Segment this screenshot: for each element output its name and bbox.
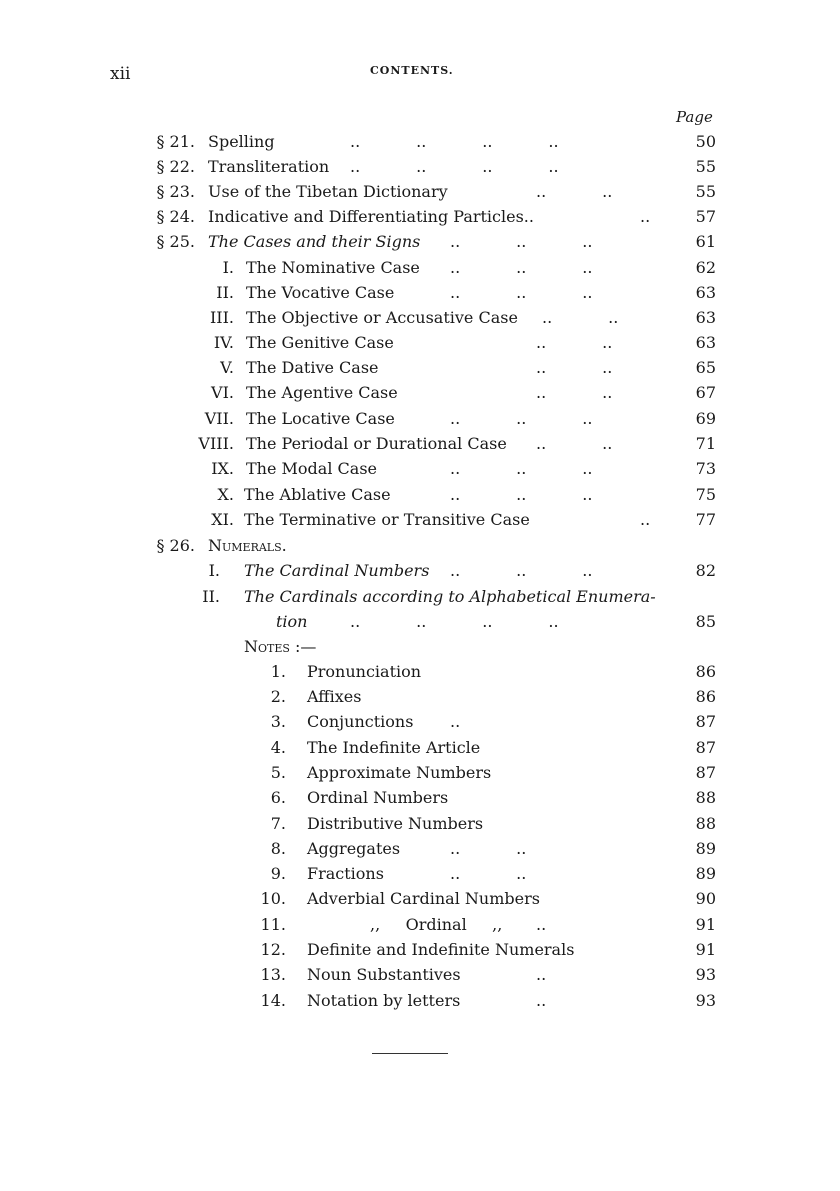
note-entry[interactable] <box>0 710 840 734</box>
entry-title: The Modal Case <box>246 459 377 478</box>
toc-subentry[interactable] <box>0 508 840 532</box>
entry-title: The Dative Case <box>246 358 379 377</box>
entry-title: Definite and Indefinite Numerals <box>307 940 575 959</box>
toc-subentry-continuation[interactable] <box>0 610 840 634</box>
page-number: 88 <box>695 814 716 833</box>
leader-dots: .. .. .. .. <box>350 132 559 151</box>
note-entry[interactable] <box>0 685 840 709</box>
section-number: § 26. <box>156 536 195 555</box>
toc-subentry[interactable] <box>0 483 840 507</box>
entry-title-continuation: tion <box>276 612 308 631</box>
note-entry[interactable] <box>0 736 840 760</box>
note-number: 8. <box>270 839 286 858</box>
leader-dots: .. <box>450 712 461 731</box>
leader-dots: .. <box>536 991 547 1010</box>
page-number: 87 <box>695 738 716 757</box>
entry-title: The Nominative Case <box>246 258 420 277</box>
leader-dots: .. .. <box>536 333 613 352</box>
entry-title: Spelling <box>208 132 275 151</box>
note-number: 7. <box>270 814 286 833</box>
leader-dots: .. .. .. <box>450 561 593 580</box>
note-entry[interactable] <box>0 786 840 810</box>
page-number: 85 <box>695 612 716 631</box>
toc-subentry[interactable] <box>0 457 840 481</box>
note-entry[interactable] <box>0 660 840 684</box>
note-entry[interactable] <box>0 862 840 886</box>
page-number: 86 <box>695 687 716 706</box>
leader-dots: .. .. <box>450 839 527 858</box>
entry-title: The Locative Case <box>246 409 395 428</box>
leader-dots: .. .. .. <box>450 258 593 277</box>
note-entry[interactable] <box>0 938 840 962</box>
entry-title: Numerals. <box>208 536 287 555</box>
leader-dots: .. <box>536 915 547 934</box>
entry-title: Ordinal Numbers <box>307 788 449 807</box>
toc-subentry[interactable] <box>0 559 840 583</box>
page-number: 63 <box>695 283 716 302</box>
entry-title: Notation by letters <box>307 991 461 1010</box>
page-number: 73 <box>695 459 716 478</box>
leader-dots: .. .. .. <box>450 283 593 302</box>
entry-title: Noun Substantives <box>307 965 461 984</box>
leader-dots: .. .. <box>536 383 613 402</box>
section-number: § 21. <box>156 132 195 151</box>
leader-dots: .. <box>640 510 651 529</box>
toc-subentry[interactable] <box>0 256 840 280</box>
note-entry[interactable] <box>0 761 840 785</box>
page-number: 82 <box>695 561 716 580</box>
page-number: 50 <box>695 132 716 151</box>
entry-title: Pronunciation <box>307 662 422 681</box>
note-entry[interactable] <box>0 812 840 836</box>
roman-numeral: I. <box>208 561 220 580</box>
leader-dots: .. .. <box>536 358 613 377</box>
note-entry[interactable] <box>0 913 840 937</box>
page-number: 71 <box>695 434 716 453</box>
roman-numeral: XI. <box>211 510 234 529</box>
roman-numeral: VIII. <box>198 434 234 453</box>
note-number: 13. <box>260 965 286 984</box>
roman-numeral: V. <box>220 358 234 377</box>
section-number: § 23. <box>156 182 195 201</box>
toc-entry[interactable] <box>0 130 840 154</box>
page-number: 61 <box>695 232 716 251</box>
note-number: 1. <box>270 662 286 681</box>
note-entry[interactable] <box>0 887 840 911</box>
note-number: 5. <box>270 763 286 782</box>
entry-title: The Agentive Case <box>246 383 398 402</box>
section-number: § 22. <box>156 157 195 176</box>
note-number: 4. <box>270 738 286 757</box>
page-number: 87 <box>695 712 716 731</box>
leader-dots: .. .. <box>536 182 613 201</box>
page-number: 91 <box>695 915 716 934</box>
note-number: 2. <box>270 687 286 706</box>
roman-numeral: IX. <box>211 459 234 478</box>
page-number: 55 <box>695 157 716 176</box>
page-number: 62 <box>695 258 716 277</box>
toc-subentry[interactable] <box>0 585 840 609</box>
entry-title: Transliteration <box>208 157 330 176</box>
toc-entry[interactable] <box>0 155 840 179</box>
leader-dots: .. .. <box>542 308 619 327</box>
entry-title: The Cases and their Signs <box>208 232 421 251</box>
roman-numeral: I. <box>222 258 234 277</box>
page-number: 65 <box>695 358 716 377</box>
note-number: 6. <box>270 788 286 807</box>
page-number: 89 <box>695 839 716 858</box>
closing-rule <box>372 1053 448 1054</box>
note-number: 9. <box>270 864 286 883</box>
leader-dots: .. <box>536 965 547 984</box>
leader-dots: .. .. .. <box>450 485 593 504</box>
page-column-heading: Page <box>676 108 713 126</box>
note-number: 3. <box>270 712 286 731</box>
entry-title: The Objective or Accusative Case <box>246 308 518 327</box>
entry-title: Conjunctions <box>307 712 414 731</box>
note-number: 10. <box>260 889 286 908</box>
page-number: 67 <box>695 383 716 402</box>
page-number: 86 <box>695 662 716 681</box>
page-number: 90 <box>695 889 716 908</box>
notes-label: Notes :— <box>244 637 317 656</box>
roman-numeral: IV. <box>213 333 234 352</box>
entry-title: Adverbial Cardinal Numbers <box>307 889 540 908</box>
roman-numeral: II. <box>216 283 234 302</box>
leader-dots: .. .. .. <box>450 409 593 428</box>
page-number: 91 <box>695 940 716 959</box>
leader-dots: .. .. .. .. <box>350 612 559 631</box>
page-number: 93 <box>695 965 716 984</box>
entry-title: The Periodal or Durational Case <box>246 434 507 453</box>
folio-number: xii <box>110 64 131 84</box>
leader-dots: .. .. .. .. <box>350 157 559 176</box>
note-number: 14. <box>260 991 286 1010</box>
entry-title: Affixes <box>307 687 362 706</box>
toc-subentry[interactable] <box>0 381 840 405</box>
leader-dots: .. .. <box>450 864 527 883</box>
roman-numeral: III. <box>209 308 234 327</box>
entry-title: ,, Ordinal ,, <box>370 915 503 934</box>
toc-subentry[interactable] <box>0 331 840 355</box>
entry-title: Fractions <box>307 864 384 883</box>
page-number: 75 <box>695 485 716 504</box>
toc-entry[interactable] <box>0 230 840 254</box>
entry-title: The Cardinal Numbers <box>244 561 430 580</box>
page-number: 69 <box>695 409 716 428</box>
entry-title: The Terminative or Transitive Case <box>244 510 530 529</box>
page-number: 87 <box>695 763 716 782</box>
page-number: 89 <box>695 864 716 883</box>
roman-numeral: II. <box>202 587 220 606</box>
entry-title: The Cardinals according to Alphabetical Enumera- <box>244 587 656 606</box>
note-number: 12. <box>260 940 286 959</box>
entry-title: Approximate Numbers <box>307 763 492 782</box>
page-number: 55 <box>695 182 716 201</box>
note-entry[interactable] <box>0 989 840 1013</box>
toc-entry[interactable] <box>0 534 840 558</box>
roman-numeral: VI. <box>211 383 234 402</box>
entry-title: Use of the Tibetan Dictionary <box>208 182 448 201</box>
running-title: CONTENTS. <box>370 64 454 77</box>
note-entry[interactable] <box>0 837 840 861</box>
leader-dots: .. .. .. <box>450 459 593 478</box>
page-number: 63 <box>695 333 716 352</box>
page-number: 88 <box>695 788 716 807</box>
entry-title: The Vocative Case <box>246 283 395 302</box>
toc-entry[interactable] <box>0 205 840 229</box>
toc-subentry[interactable] <box>0 281 840 305</box>
entry-title: The Ablative Case <box>244 485 391 504</box>
entry-title: Distributive Numbers <box>307 814 484 833</box>
toc-entry[interactable] <box>0 180 840 204</box>
toc-subentry[interactable] <box>0 356 840 380</box>
leader-dots: .. <box>640 207 651 226</box>
page-number: 93 <box>695 991 716 1010</box>
entry-title: The Indefinite Article <box>307 738 481 757</box>
note-entry[interactable] <box>0 963 840 987</box>
page-number: 77 <box>695 510 716 529</box>
roman-numeral: X. <box>217 485 234 504</box>
toc-subentry[interactable] <box>0 432 840 456</box>
page-number: 57 <box>695 207 716 226</box>
leader-dots: .. .. <box>536 434 613 453</box>
roman-numeral: VII. <box>204 409 234 428</box>
entry-title: Indicative and Differentiating Particles.. <box>208 207 534 226</box>
toc-subentry[interactable] <box>0 306 840 330</box>
entry-title: The Genitive Case <box>246 333 394 352</box>
page-number: 63 <box>695 308 716 327</box>
entry-title: Aggregates <box>307 839 401 858</box>
section-number: § 25. <box>156 232 195 251</box>
note-number: 11. <box>260 915 286 934</box>
leader-dots: .. .. .. <box>450 232 593 251</box>
section-number: § 24. <box>156 207 195 226</box>
toc-subentry[interactable] <box>0 407 840 431</box>
